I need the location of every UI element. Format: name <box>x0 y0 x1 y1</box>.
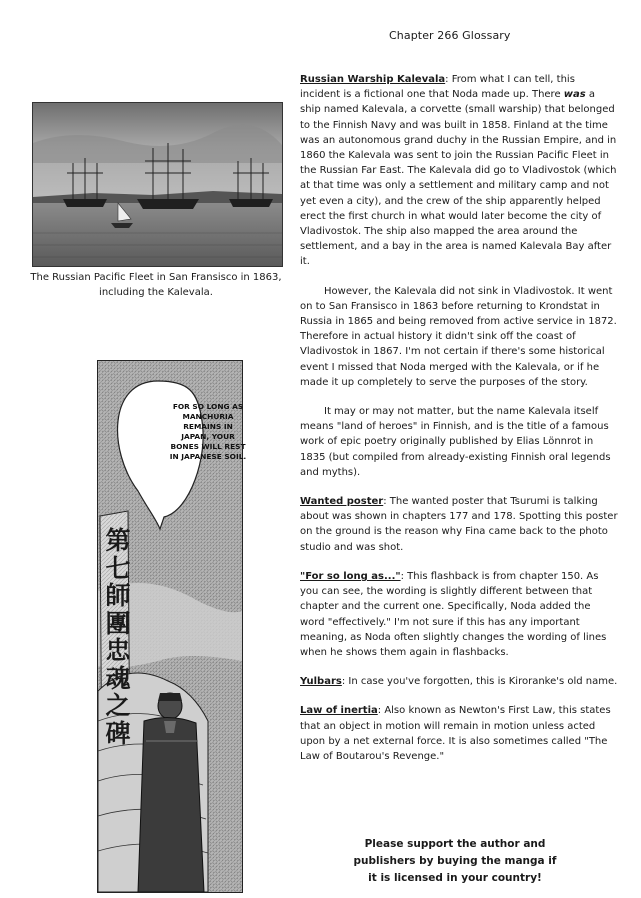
entry-emphasis: was <box>563 89 586 101</box>
glossary-text <box>300 72 618 778</box>
entry-text: : The wanted poster that Tsurumi is talking about was shown in chapters 177 and 178. Spotting this poster on the ground is the reason why Fina came back to the photo studio and was shot. <box>300 496 618 553</box>
glossary-paragraph: It may or may not matter, but the name Kalevala itself means "land of heroes" in Finnish, and is the title of a famous work of epic poetry originally published by Elias Lönnrot in 1835 (but compiled from already-existing Finnish oral legends and myths). <box>300 406 611 478</box>
footer-line: it is licensed in your country! <box>368 872 542 884</box>
entry-text: : From what I can tell, this incident is a fictional one that Noda made up. There <box>300 74 575 101</box>
footer-line: publishers by buying the manga if <box>353 855 557 867</box>
support-footer <box>340 836 570 887</box>
glossary-term: Wanted poster <box>300 496 384 508</box>
entry-text: : In case you've forgotten, this is Kiroranke's old name. <box>341 676 618 688</box>
fleet-photo-illustration <box>33 103 282 266</box>
glossary-paragraph: However, the Kalevala did not sink in Vladivostok. It went on to San Fransisco in 1863 before returning to Krondstat in Russia in 1865 and being removed from active service in 1872. Therefore in actual history it didn't sink off the coast of Vladivostok in 1867. I'm not certain if there's some historical event I missed that Noda merged with the Kalevala, or if he made it up completely to serve the purposes of the story. <box>300 285 617 388</box>
glossary-entry-wanted-poster <box>300 494 618 555</box>
entry-text: : Also known as Newton's First Law, this states that an object in motion will remain in motion unless acted upon by a net external force. It is also sometimes called "The Law of Boutarou's Revenge." <box>300 705 611 762</box>
glossary-entry-law-of-inertia <box>300 703 618 764</box>
glossary-entry-kalevala <box>300 72 618 270</box>
monument-inscription: 第七師團忠魂之碑 <box>105 526 131 748</box>
page-title: Chapter 266 Glossary <box>389 29 511 42</box>
footer-line: Please support the author and <box>364 838 546 850</box>
glossary-entry-yulbars <box>300 674 618 689</box>
glossary-entry-for-so-long-as <box>300 569 618 660</box>
photo-caption <box>20 270 292 300</box>
glossary-term: Law of inertia <box>300 705 378 717</box>
photo-caption-line: including the Kalevala. <box>99 287 213 298</box>
entry-text: a ship named Kalevala, a corvette (small warship) that belonged to the Finnish Navy and was built in 1858. Finland at the time was an autonomous grand duchy in the Russian Empire, and in 1860 the Kalevala was sent to join the Russian Pacific Fleet in the Russian Far East. The Kalevala did go to Vladivostok (which at that time was only a settlement and military camp and not yet even a city), and the crew of the ship apparently helped erect the first church in what would later become the city of Vladivostok. The ship also mapped the area around the settlement, and a bay in the area is named Kalevala Bay after it. <box>300 89 617 268</box>
historical-fleet-photo <box>32 102 283 267</box>
photo-caption-line: The Russian Pacific Fleet in San Fransisco in 1863, <box>30 272 282 283</box>
glossary-term: "For so long as..." <box>300 570 401 582</box>
entry-text: : This flashback is from chapter 150. As you can see, the wording is slightly different between that chapter and the current one. Specifically, Noda added the word "effectively." I'm not sure if this has any important meaning, as Noda often slightly changes the wording of lines when he shows them again in flashbacks. <box>300 570 607 658</box>
glossary-term: Yulbars <box>300 676 342 688</box>
glossary-term: Russian Warship Kalevala <box>300 74 446 85</box>
speech-bubble-text: FOR SO LONG AS MANCHURIA REMAINS IN JAPAN, YOUR BONES WILL REST IN JAPANESE SOIL. <box>169 402 247 461</box>
